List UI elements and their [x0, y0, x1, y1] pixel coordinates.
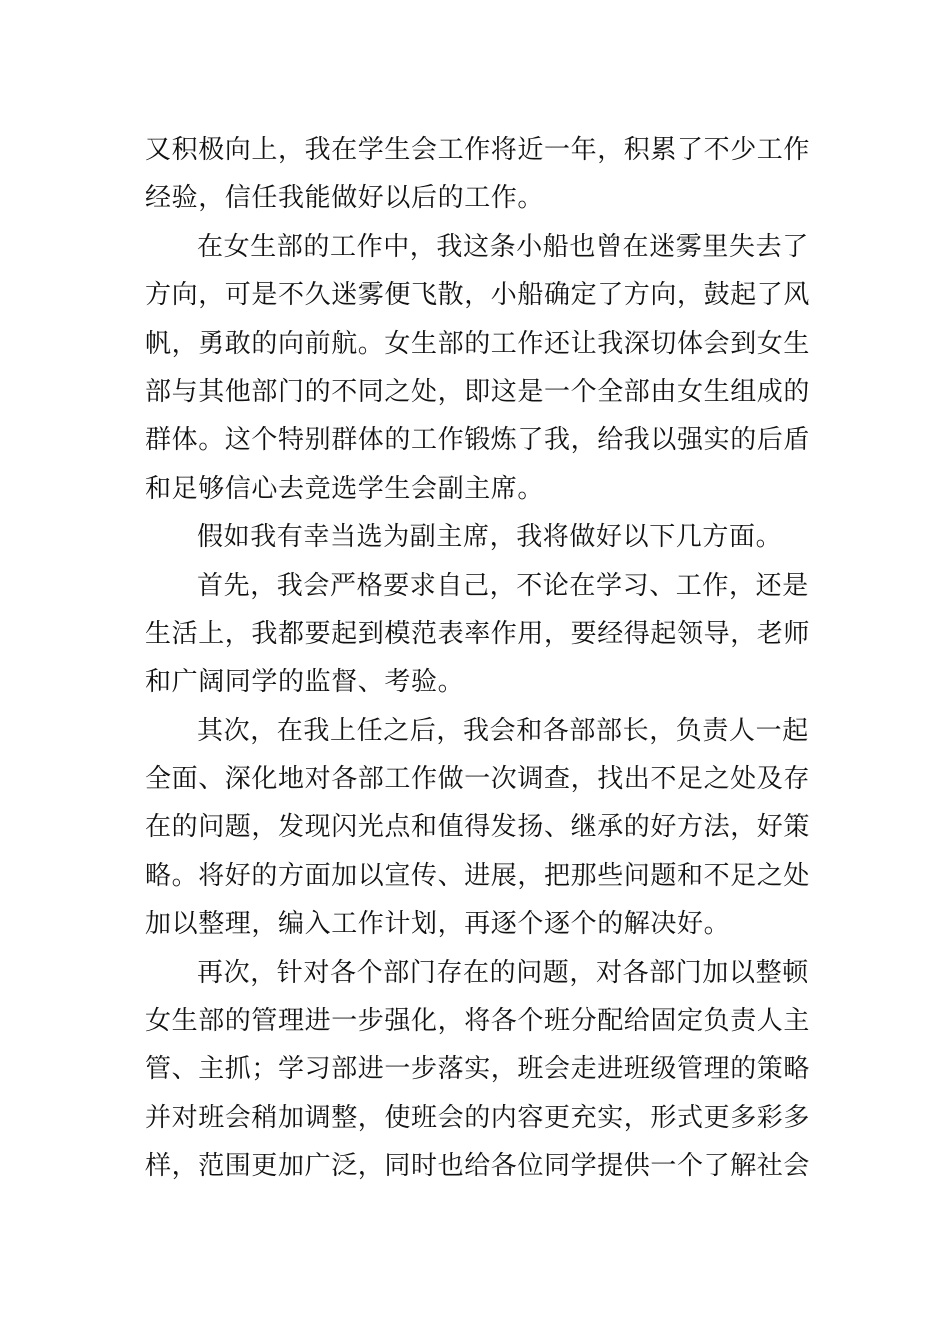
text-line: 生活上，我都要起到模范表率作用，要经得起领导，老师 [145, 618, 811, 649]
text-line: 管、主抓；学习部进一步落实，班会走进班级管理的策略 [145, 1054, 811, 1085]
text-line: 和广阔同学的监督、考验。 [145, 667, 465, 698]
text-line: 加以整理，编入工作计划，再逐个逐个的解决好。 [145, 909, 731, 940]
text-line: 样，范围更加广泛，同时也给各位同学提供一个了解社会 [145, 1151, 811, 1182]
text-line: 首先，我会严格要求自己，不论在学习、工作，还是 [197, 570, 809, 601]
text-line: 帆，勇敢的向前航。女生部的工作还让我深切体会到女生 [145, 328, 811, 359]
text-line: 在女生部的工作中，我这条小船也曾在迷雾里失去了 [197, 231, 809, 262]
text-line: 方向，可是不久迷雾便飞散，小船确定了方向，鼓起了风 [145, 280, 811, 311]
text-line: 并对班会稍加调整，使班会的内容更充实，形式更多彩多 [145, 1102, 811, 1133]
text-line: 和足够信心去竞选学生会副主席。 [145, 473, 545, 504]
text-line: 女生部的管理进一步强化，将各个班分配给固定负责人主 [145, 1006, 811, 1037]
text-line: 其次，在我上任之后，我会和各部部长，负责人一起 [197, 715, 809, 746]
text-line: 略。将好的方面加以宣传、进展，把那些问题和不足之处 [145, 860, 811, 891]
text-line: 部与其他部门的不同之处，即这是一个全部由女生组成的 [145, 376, 811, 407]
text-line: 再次，针对各个部门存在的问题，对各部门加以整顿 [197, 957, 809, 988]
text-line: 又积极向上，我在学生会工作将近一年，积累了不少工作 [145, 135, 811, 165]
text-line: 群体。这个特别群体的工作锻炼了我，给我以强实的后盾 [145, 425, 811, 456]
text-line: 在的问题，发现闪光点和值得发扬、继承的好方法，好策 [145, 812, 811, 843]
text-line: 全面、深化地对各部工作做一次调查，找出不足之处及存 [145, 764, 811, 795]
document-body [145, 126, 811, 1191]
text-line: 经验，信任我能做好以后的工作。 [145, 183, 545, 214]
text-line: 假如我有幸当选为副主席，我将做好以下几方面。 [197, 522, 783, 553]
